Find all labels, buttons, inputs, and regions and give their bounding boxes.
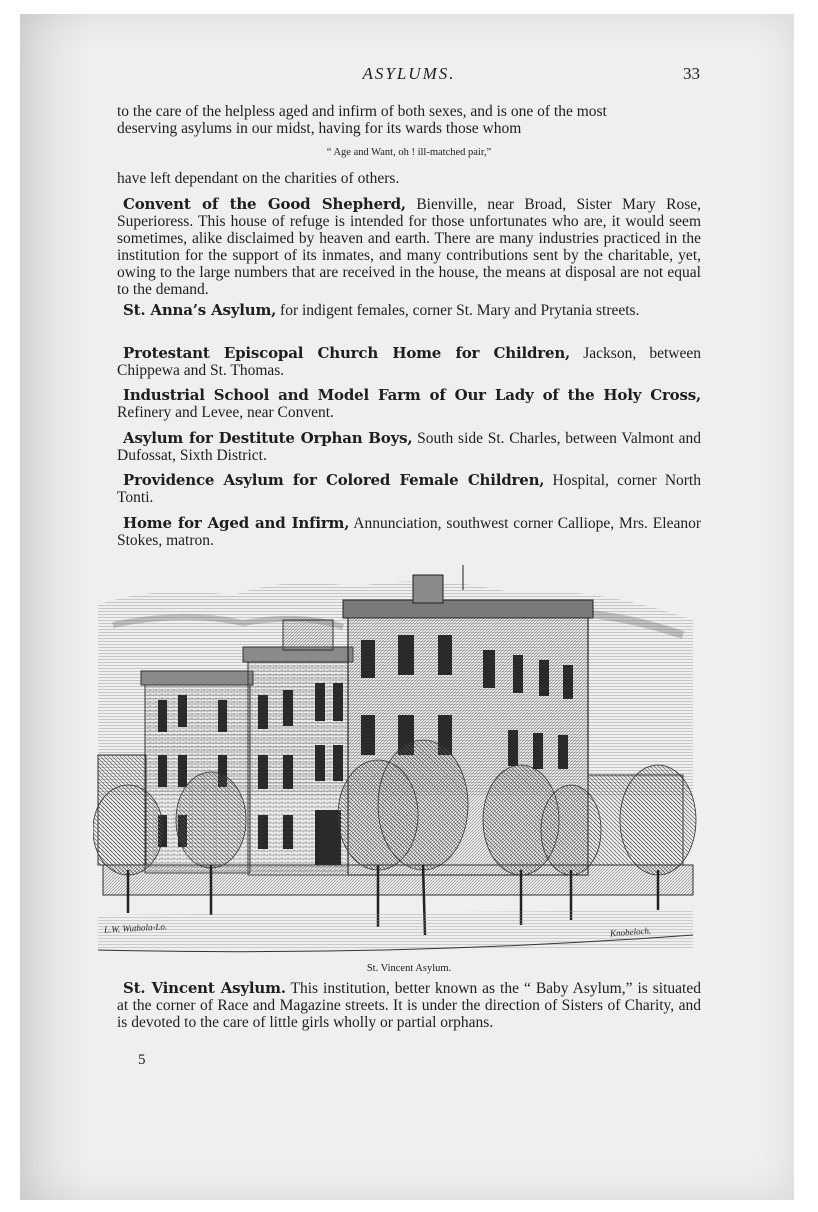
entry-st-vincent	[117, 980, 701, 1031]
signature-mark: 5	[138, 1052, 146, 1068]
entry-episcopal-home	[117, 345, 701, 379]
entry-aged-infirm	[117, 515, 701, 549]
running-head: ASYLUMS.	[362, 64, 456, 83]
entry-body: This institution, better known as the “ Baby Asylum,” is situated at the corner of Race and Magazine streets. It is under the direction of Sisters of Charity, and is devoted to the care of little girls wholly or partial orphans.	[117, 980, 701, 1031]
paragraph-line: to the care of the helpless aged and infirm of both sexes, and is one of the most	[117, 103, 607, 120]
asylum-engraving	[93, 565, 700, 957]
engraver-signature-right: Knobeloch.	[609, 925, 652, 939]
engraver-signature-left: L.W. Wuthola-Lo.	[103, 921, 168, 935]
entry-providence-asylum	[117, 472, 701, 506]
entry-title: Convent of the Good Shepherd,	[123, 195, 406, 213]
entry-body: for indigent females, corner St. Mary and Prytania streets.	[280, 302, 640, 319]
entry-body: Annunciation, southwest corner Calliope, Mrs. Eleanor Stokes, matron.	[117, 515, 701, 549]
entry-title: Home for Aged and Infirm,	[123, 514, 350, 532]
illustration-caption: St. Vincent Asylum.	[366, 963, 452, 974]
entry-title: Asylum for Destitute Orphan Boys,	[123, 429, 413, 447]
entry-orphan-boys	[117, 430, 701, 464]
entry-st-anna	[117, 302, 701, 319]
poem-quote: “ Age and Want, oh ! ill-matched pair,”	[326, 147, 492, 158]
entry-body: Bienville, near Broad, Sister Mary Rose, Superioress. This house of refuge is intended for those unfortunates who are, it would seem sometimes, alike disclaimed by heaven and earth. There are many industries practiced in the institution for the support of its inmates, and many contributions sent by the charitable, yet, owing to the large numbers that are received in the house, the means at disposal are not equal to the demand.	[117, 196, 701, 298]
paragraph-line: deserving asylums in our midst, having for its wards those whom	[117, 120, 522, 137]
entry-title: Industrial School and Model Farm of Our Lady of the Holy Cross,	[123, 386, 701, 404]
page-number: 33	[683, 64, 700, 83]
page-header	[0, 64, 818, 94]
entry-title: Providence Asylum for Colored Female Children,	[123, 471, 545, 489]
entry-body: Hospital, corner North Tonti.	[117, 472, 701, 506]
entry-title: St. Vincent Asylum.	[123, 979, 286, 997]
entry-title: St. Anna’s Asylum,	[123, 301, 277, 319]
entry-body: South side St. Charles, between Valmont and Dufossat, Sixth District.	[117, 430, 701, 464]
paragraph-intro-end: have left dependant on the charities of others.	[117, 170, 400, 187]
entry-industrial-school	[117, 387, 701, 421]
entry-title: Protestant Episcopal Church Home for Children,	[123, 344, 571, 362]
entry-good-shepherd	[117, 196, 701, 298]
entry-body: Jackson, between Chippewa and St. Thomas.	[117, 345, 702, 379]
entry-body: Refinery and Levee, near Convent.	[117, 404, 334, 421]
paragraph-intro	[117, 103, 701, 137]
